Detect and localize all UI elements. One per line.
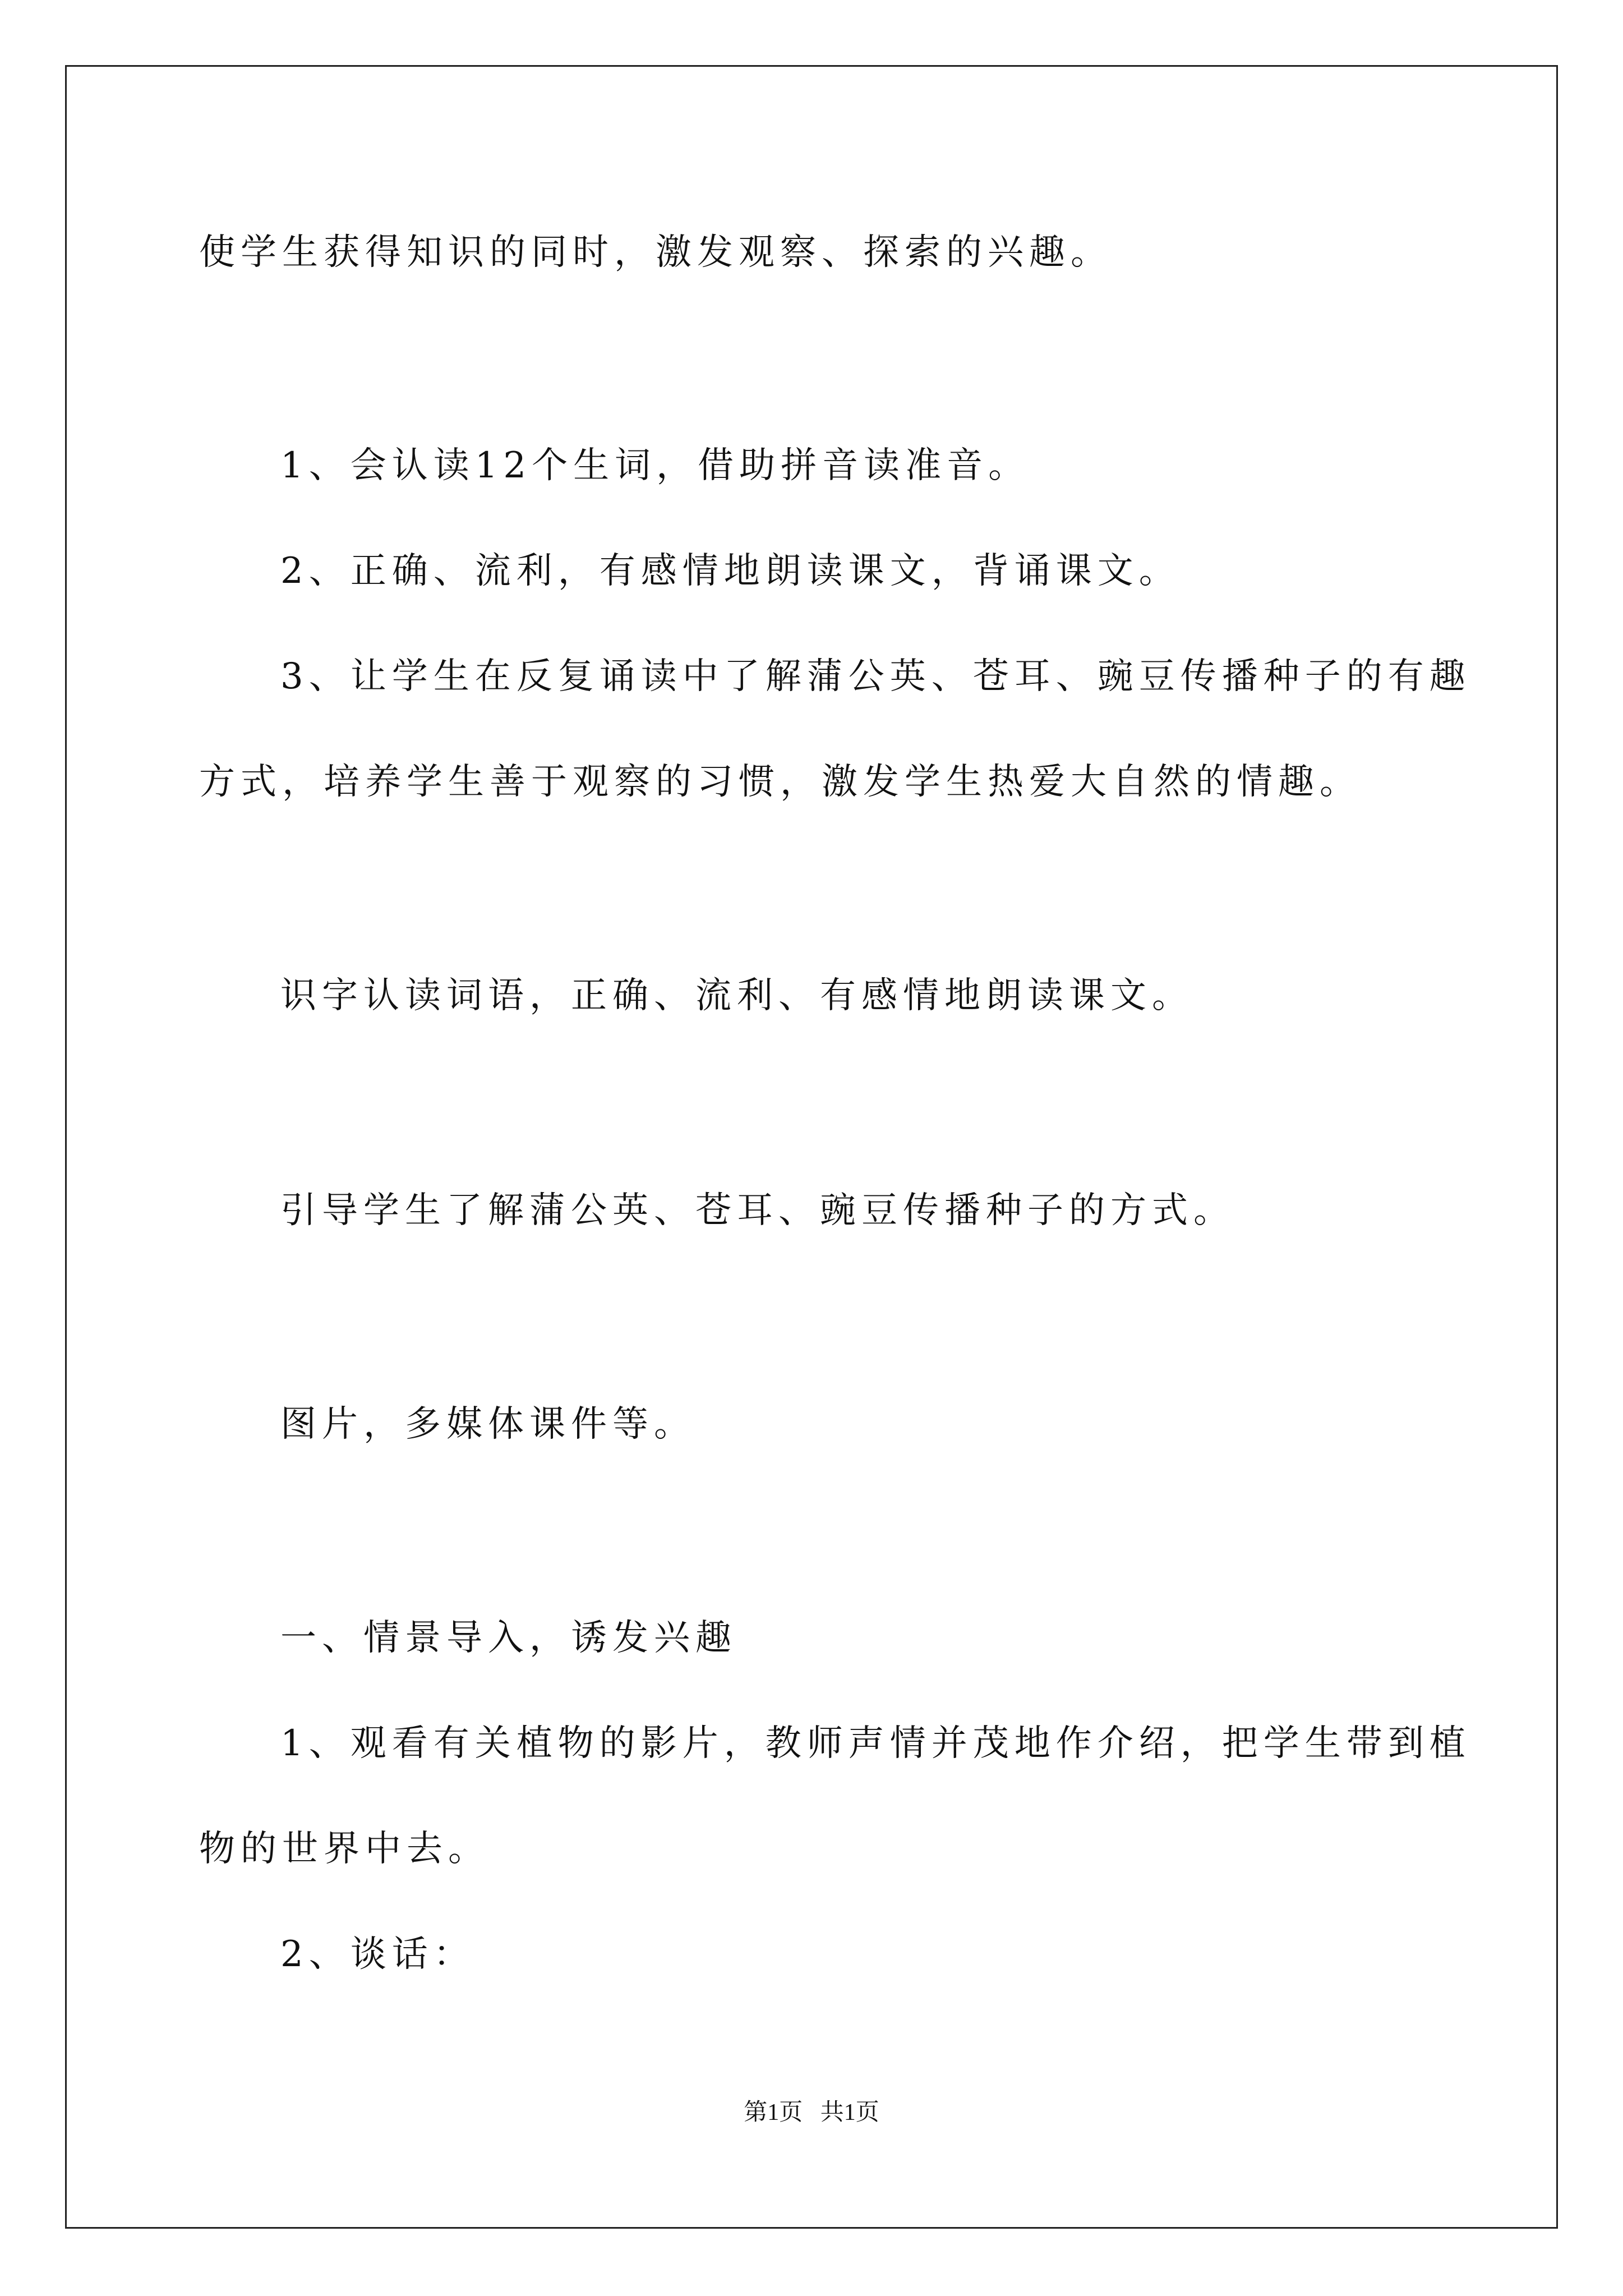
objective-1: 1、会认读12个生词，借助拼音读准音。 xyxy=(280,445,1030,486)
text-line-1: 使学生获得知识的同时，激发观察、探索的兴趣。 xyxy=(199,232,1112,273)
step-2: 2、谈话： xyxy=(280,1934,475,1975)
step-1: 1、观看有关植物的影片，教师声情并茂地作介绍，把学生带到植 xyxy=(280,1723,1471,1764)
page-footer: 第1页 共1页 xyxy=(744,2100,879,2125)
difficult-point: 引导学生了解蒲公英、苍耳、豌豆传播种子的方式。 xyxy=(280,1190,1235,1231)
teaching-materials: 图片，多媒体课件等。 xyxy=(280,1404,695,1445)
step-1-continued: 物的世界中去。 xyxy=(199,1828,490,1870)
objective-3-continued: 方式，培养学生善于观察的习惯，激发学生热爱大自然的情趣。 xyxy=(199,761,1361,803)
objective-3: 3、让学生在反复诵读中了解蒲公英、苍耳、豌豆传播种子的有趣 xyxy=(280,656,1471,697)
page-frame xyxy=(65,65,1558,2229)
key-point: 识字认读词语，正确、流利、有感情地朗读课文。 xyxy=(280,975,1193,1016)
objective-2: 2、正确、流利，有感情地朗读课文，背诵课文。 xyxy=(280,550,1181,592)
section-heading: 一、情景导入，诱发兴趣 xyxy=(280,1617,737,1659)
